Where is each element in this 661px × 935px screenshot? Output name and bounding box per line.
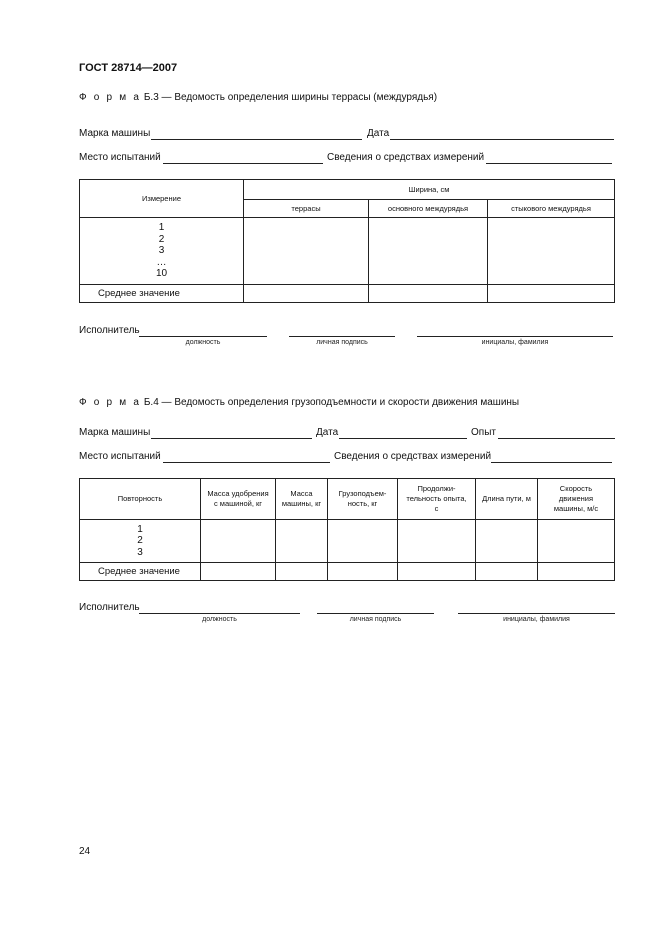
form-b4-cell-duration[interactable] <box>398 520 476 563</box>
form-b3-avg-main[interactable] <box>369 285 488 303</box>
form-b4-signature-field[interactable] <box>317 602 434 614</box>
form-b4-name-field[interactable] <box>458 602 615 614</box>
form-b4-avg-mass-fert[interactable] <box>201 563 276 581</box>
form-b3-sub-joint: стыкового междурядья <box>488 200 615 218</box>
form-b4-col-speed: Скорость движения машины, м/с <box>538 479 615 520</box>
form-b3-title <box>79 92 437 103</box>
form-b4-cell-path[interactable] <box>476 520 538 563</box>
form-b3-signature-field[interactable] <box>289 325 395 337</box>
form-b3-avg-joint[interactable] <box>488 285 615 303</box>
form-b3-machine-row <box>79 128 614 142</box>
form-b4-avg-label: Среднее значение <box>80 563 201 581</box>
form-b4-avg-path[interactable] <box>476 563 538 581</box>
form-b4-avg-mass-machine[interactable] <box>276 563 328 581</box>
form-b4-col-mass-machine: Масса машины, кг <box>276 479 328 520</box>
form-b3-caption-position: должность <box>185 339 221 346</box>
form-b3-row-number: 2 <box>158 233 165 245</box>
form-b3-caption-signature: личная подпись <box>316 339 368 346</box>
form-b4-title <box>79 397 519 408</box>
form-b3-title-text: Б.3 — Ведомость определения ширины террасы (междурядья) <box>143 92 438 103</box>
form-b4-executor-label: Исполнитель <box>79 602 140 613</box>
form-b3-row-number: … <box>156 256 167 268</box>
form-b3-position-field[interactable] <box>139 325 267 337</box>
form-b3-table <box>79 179 615 303</box>
form-b4-cell-speed[interactable] <box>538 520 615 563</box>
form-b4-col-duration: Продолжи-тельность опыта, с <box>398 479 476 520</box>
form-b3-avg-label: Среднее значение <box>80 285 244 303</box>
form-b4-row-number: 3 <box>137 546 143 558</box>
form-b3-cell-main[interactable] <box>369 218 488 285</box>
form-b4-cell-mass-fert[interactable] <box>201 520 276 563</box>
form-b3-row-number: 1 <box>158 222 165 234</box>
form-b4-prefix: Ф о р м а <box>79 397 142 408</box>
form-b3-machine-field[interactable] <box>151 128 362 140</box>
form-b3-avg-terrace[interactable] <box>244 285 369 303</box>
form-b3-date-field[interactable] <box>390 128 614 140</box>
form-b3-place-field[interactable] <box>163 152 323 164</box>
form-b4-machine-row <box>79 427 615 441</box>
form-b4-experiment-label: Опыт <box>471 427 496 438</box>
form-b3-machine-label: Марка машины <box>79 128 151 139</box>
form-b3-col-width: Ширина, см <box>244 180 615 200</box>
form-b3-caption-name: инициалы, фамилия <box>481 339 549 346</box>
form-b4-row-number: 2 <box>137 535 143 547</box>
form-b3-col-measure: Измерение <box>80 180 244 218</box>
form-b4-machine-field[interactable] <box>151 427 312 439</box>
form-b3-place-label: Место испытаний <box>79 152 161 163</box>
form-b3-row-number: 3 <box>158 245 165 257</box>
form-b4-position-field[interactable] <box>139 602 300 614</box>
form-b3-sub-main: основного междурядья <box>369 200 488 218</box>
form-b4-row-numbers <box>80 520 201 563</box>
document-standard-number: ГОСТ 28714—2007 <box>79 62 178 74</box>
form-b4-executor-row <box>79 602 615 616</box>
form-b4-machine-label: Марка машины <box>79 427 151 438</box>
form-b3-row-number: 10 <box>155 268 168 280</box>
form-b4-cell-mass-machine[interactable] <box>276 520 328 563</box>
form-b4-caption-name: инициалы, фамилия <box>503 616 570 623</box>
form-b4-table <box>79 478 615 581</box>
form-b4-means-label: Сведения о средствах измерений <box>334 451 492 462</box>
form-b3-name-field[interactable] <box>417 325 613 337</box>
form-b4-caption-signature: личная подпись <box>349 616 402 623</box>
form-b4-col-repeat: Повторность <box>80 479 201 520</box>
form-b4-avg-capacity[interactable] <box>328 563 398 581</box>
page-number: 24 <box>79 846 91 857</box>
form-b4-experiment-field[interactable] <box>498 427 615 439</box>
form-b4-avg-speed[interactable] <box>538 563 615 581</box>
form-b3-means-label: Сведения о средствах измерений <box>327 152 485 163</box>
form-b4-col-mass-fert: Масса удобрения с машиной, кг <box>201 479 276 520</box>
form-b3-executor-row <box>79 325 614 339</box>
form-b4-cell-capacity[interactable] <box>328 520 398 563</box>
form-b4-col-capacity: Грузоподъем-ность, кг <box>328 479 398 520</box>
form-b4-means-field[interactable] <box>491 451 612 463</box>
form-b3-place-row <box>79 152 614 166</box>
form-b4-title-text: Б.4 — Ведомость определения грузоподъемности и скорости движения машины <box>143 397 520 408</box>
form-b4-place-field[interactable] <box>163 451 330 463</box>
form-b3-prefix: Ф о р м а <box>79 92 142 103</box>
form-b4-place-label: Место испытаний <box>79 451 161 462</box>
form-b4-place-row <box>79 451 614 465</box>
form-b3-row-numbers <box>80 218 244 285</box>
form-b3-means-field[interactable] <box>486 152 612 164</box>
form-b4-avg-duration[interactable] <box>398 563 476 581</box>
form-b4-date-label: Дата <box>316 427 339 438</box>
form-b3-executor-label: Исполнитель <box>79 325 140 336</box>
form-b3-sub-terrace: террасы <box>244 200 369 218</box>
form-b3-cell-terrace[interactable] <box>244 218 369 285</box>
form-b3-date-label: Дата <box>367 128 390 139</box>
form-b4-col-path: Длина пути, м <box>476 479 538 520</box>
form-b4-row-number: 1 <box>137 523 143 535</box>
form-b4-date-field[interactable] <box>339 427 467 439</box>
form-b3-cell-joint[interactable] <box>488 218 615 285</box>
form-b4-caption-position: должность <box>202 616 237 623</box>
